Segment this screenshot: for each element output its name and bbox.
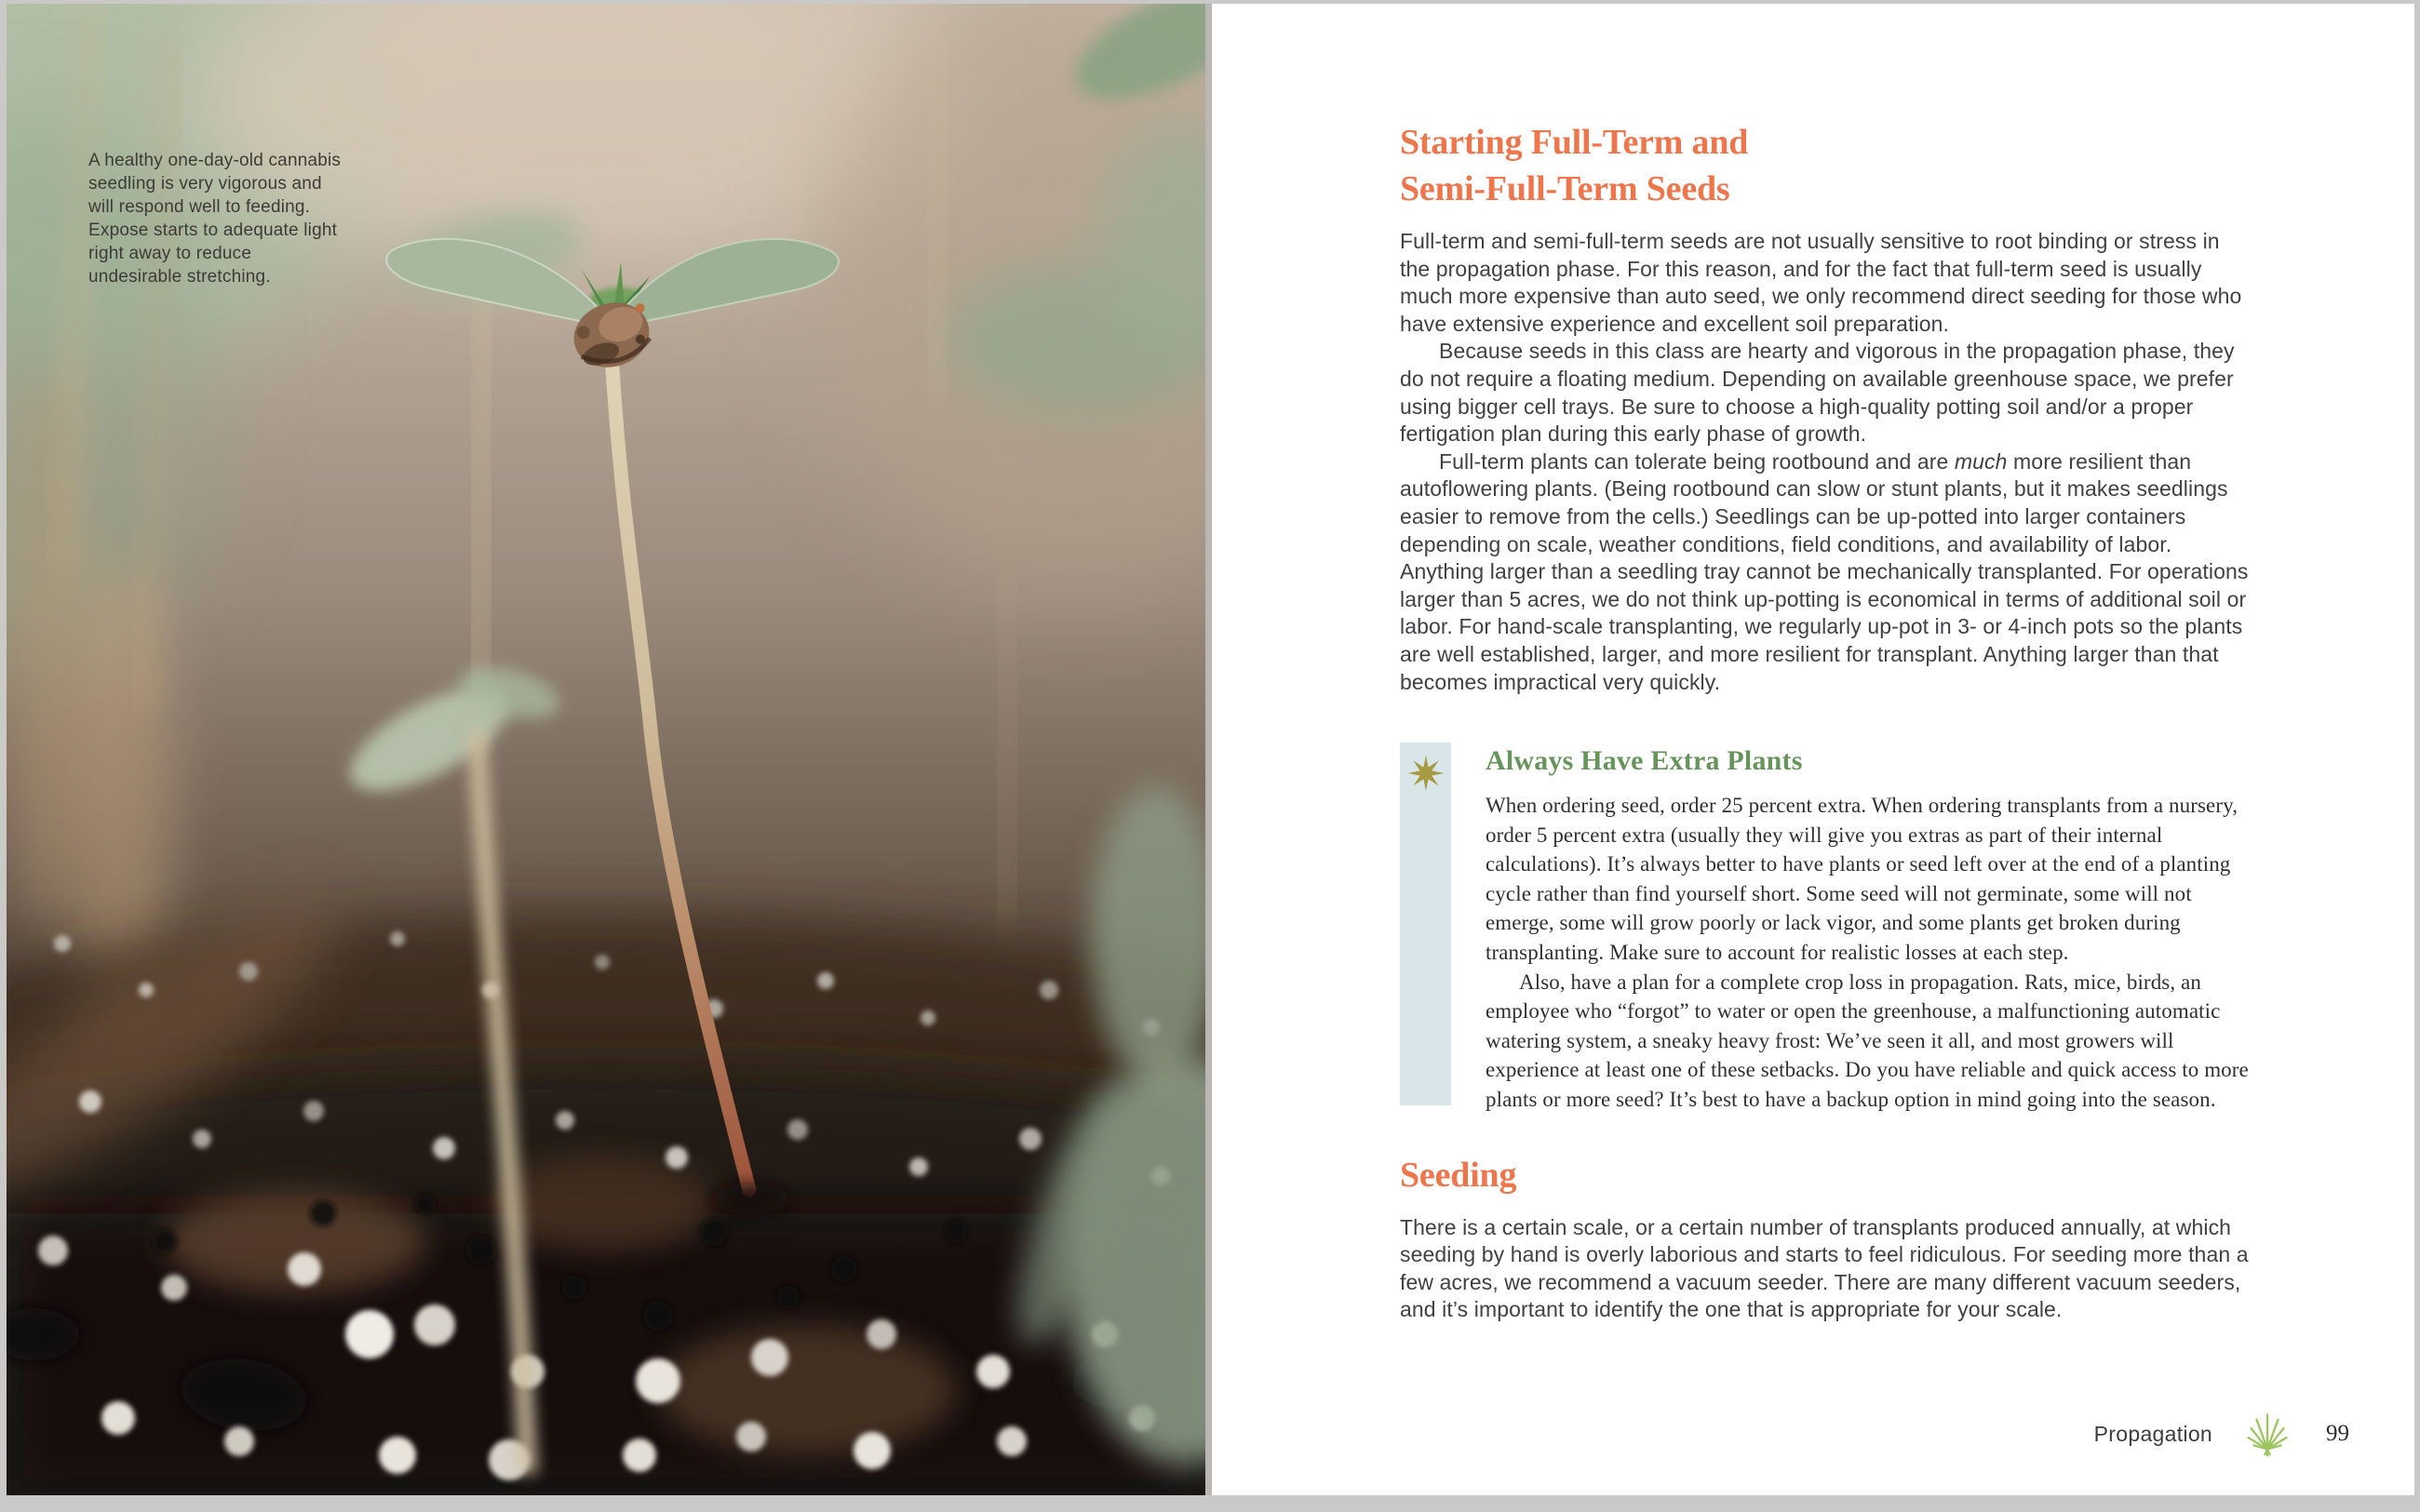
page-footer — [2094, 1411, 2349, 1457]
section-heading-seeding: Seeding — [1400, 1155, 1517, 1195]
photo-caption: A healthy one-day-old cannabis seedling is very vigorous and will respond well to feeding. Expose starts to adequate light right away to reduce undesirable stretching. — [88, 151, 342, 287]
section-heading-starting — [1400, 119, 2252, 212]
cannabis-leaf-icon — [2246, 1411, 2289, 1457]
star-icon — [1405, 753, 1446, 794]
callout-heading: Always Have Extra Plants — [1486, 745, 1803, 777]
paragraph-segment: more resilient than autoflowering plants. (Being rootbound can slow or stunt plants, but it makes seedlings easier to remove from the cells.) Seedlings can be up-potted into larger containers depending on scale, weather conditions, field conditions, and availability of labor. Anything larger than a seedling tray cannot be mechanically transplanted. For operations larger than 5 acres, we do not think up-potting is economical in terms of additional soil or labor. For hand-scale transplanting, we regularly up-pot in 3- or 4-inch pots so the plants are well established, larger, and more resilient for transplant. Anything larger than that becomes impractical very quickly. — [1400, 448, 2249, 694]
callout-paragraph: When ordering seed, order 25 percent extra. When ordering transplants from a nursery, order 5 percent extra (usually they will give you extras as part of their internal calculations). It’s always better to have plants or seed left over at the end of a planting cycle rather than find yourself short. Some seed will not germinate, some will not emerge, some will grow poorly or lack vigor, and some plants get broken during transplanting. Make sure to account for realistic losses at each step. — [1486, 794, 2238, 965]
paragraph: Full-term and semi-full-term seeds are not usually sensitive to root binding or stress in the propagation phase. For this reason, and for the fact that full-term seed is usually much more expensive than auto seed, we only recommend direct seeding for those who have extensive experience and excellent soil preparation. — [1400, 229, 2242, 336]
chapter-label: Propagation — [2093, 1421, 2212, 1446]
page-number: 99 — [2326, 1421, 2349, 1446]
callout-strip — [1400, 743, 1451, 1105]
book-spread — [7, 4, 2414, 1495]
paragraph — [1400, 448, 2252, 696]
paragraph: Because seeds in this class are hearty and vigorous in the propagation phase, they do not require a floating medium. Depending on available greenhouse space, we prefer using bigger cell trays. Be sure to choose a high-quality potting soil and/or a proper fertigation plan during this early phase of growth. — [1400, 339, 2235, 447]
heading-line-2: Semi-Full-Term Seeds — [1400, 169, 1730, 208]
text-column — [1400, 4, 2252, 1324]
text-page — [1212, 4, 2414, 1495]
paragraph-segment: Full-term plants can tolerate being rootbound and are — [1439, 448, 1955, 474]
paragraph-emphasis: much — [1954, 448, 2008, 474]
heading-line-1: Starting Full-Term and — [1400, 123, 1749, 162]
callout-box — [1400, 743, 2252, 1115]
callout-paragraph: Also, have a plan for a complete crop loss in propagation. Rats, mice, birds, an employee who “forgot” to water or open the greenhouse, a malfunctioning automatic watering system, a sneaky heavy frost: We’ve seen it all, and most growers will experience at least one of these setbacks. Do you have reliable and quick access to more plants or more seed? It’s best to have a backup option in mind going into the season. — [1486, 970, 2249, 1112]
paragraph: There is a certain scale, or a certain number of transplants produced annually, at which seeding by hand is overly laborious and starts to feel ridiculous. For seeding more than a few acres, we recommend a vacuum seeder. There are many different vacuum seeders, and it’s important to identify the one that is appropriate for your scale. — [1400, 1214, 2249, 1322]
photo-page — [7, 4, 1205, 1495]
callout-content — [1486, 743, 2252, 1115]
page-gutter — [1205, 4, 1212, 1495]
